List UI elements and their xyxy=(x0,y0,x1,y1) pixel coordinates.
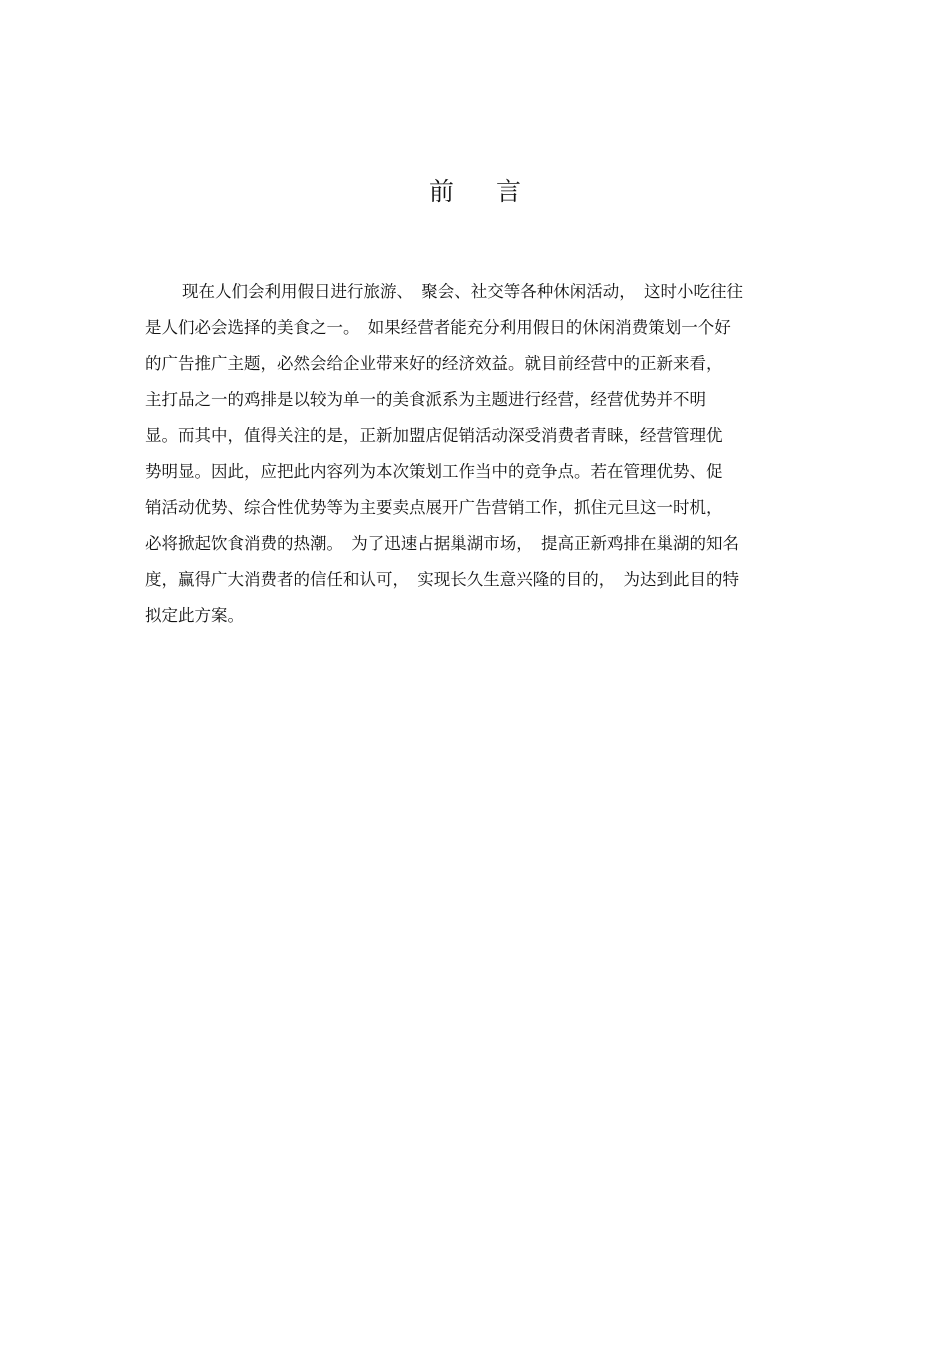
paragraph-line: 势明显。因此，应把此内容列为本次策划工作当中的竞争点。若在管理优势、促 xyxy=(145,462,723,481)
title-char-1: 前 xyxy=(428,177,454,206)
paragraph-line: 度，赢得广大消费者的信任和认可， 实现长久生意兴隆的目的， 为达到此目的特 xyxy=(145,570,739,589)
paragraph-line: 显。而其中，值得关注的是，正新加盟店促销活动深受消费者青睐，经营管理优 xyxy=(145,426,723,445)
paragraph-line: 主打品之一的鸡排是以较为单一的美食派系为主题进行经营，经营优势并不明 xyxy=(145,390,706,409)
preface-paragraph xyxy=(145,274,825,634)
paragraph-line: 是人们必会选择的美食之一。 如果经营者能充分利用假日的休闲消费策划一个好 xyxy=(145,318,731,337)
title-char-2: 言 xyxy=(496,177,522,206)
paragraph-line: 现在人们会利用假日进行旅游、 聚会、社交等各种休闲活动， 这时小吃往往 xyxy=(182,282,743,301)
paragraph-line: 销活动优势、综合性优势等为主要卖点展开广告营销工作，抓住元旦这一时机， xyxy=(145,498,723,517)
page-title xyxy=(0,172,950,208)
paragraph-line: 必将掀起饮食消费的热潮。 为了迅速占据巢湖市场， 提高正新鸡排在巢湖的知名 xyxy=(145,534,739,553)
paragraph-line: 拟定此方案。 xyxy=(145,606,244,625)
paragraph-line: 的广告推广主题，必然会给企业带来好的经济效益。就目前经营中的正新来看， xyxy=(145,354,723,373)
